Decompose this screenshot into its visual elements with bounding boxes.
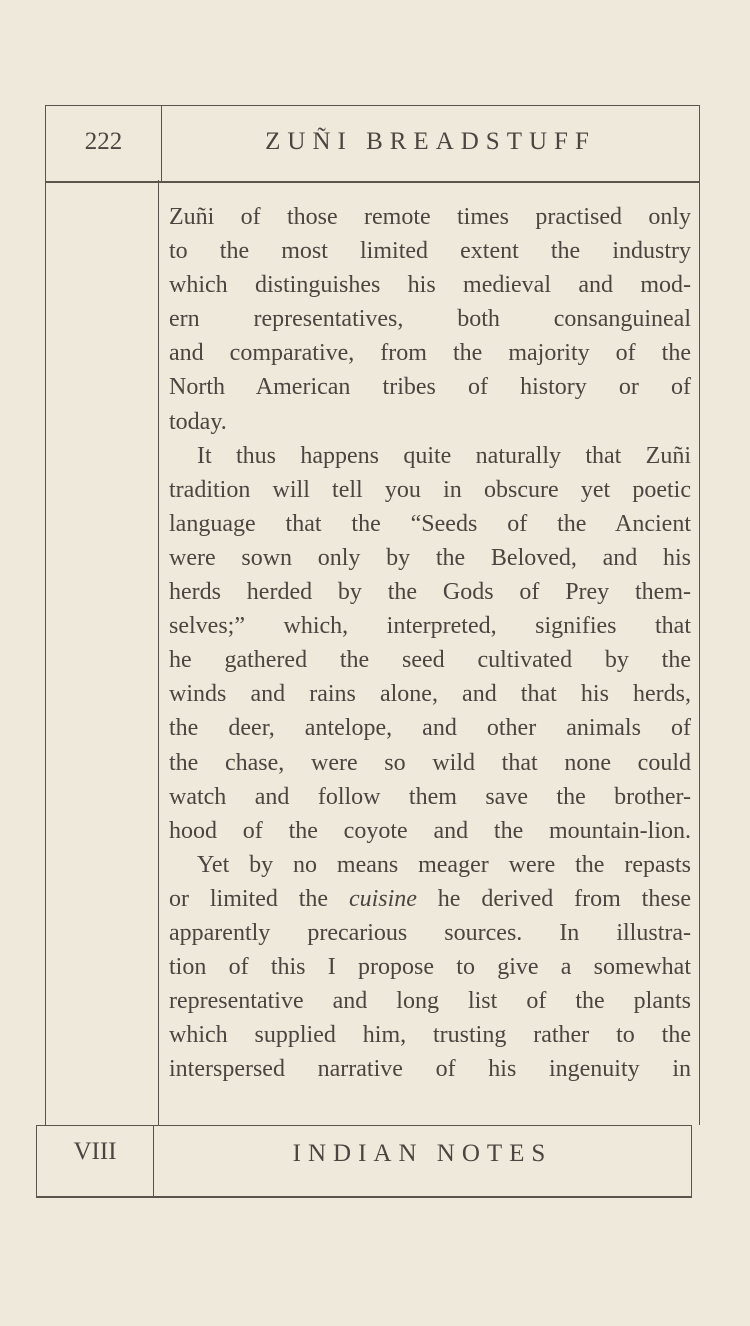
text-line: tion of this I propose to give a somewhat: [169, 954, 691, 981]
volume-number: VIII: [73, 1138, 117, 1165]
text-line: he gathered the seed cultivated by the: [169, 647, 691, 674]
text-line: the chase, were so wild that none could: [169, 749, 691, 776]
running-header: [45, 105, 700, 183]
text-line: language that the “Seeds of the Ancient: [169, 510, 691, 537]
text-line: ern representatives, both consanguineal: [169, 306, 691, 333]
text-line: the deer, antelope, and other animals of: [169, 715, 691, 742]
text-line: apparently precarious sources. In illustra-: [169, 919, 691, 946]
text-line: watch and follow them save the brother-: [169, 783, 691, 810]
text-line: herds herded by the Gods of Prey them-: [169, 579, 691, 606]
running-footer: [36, 1125, 692, 1198]
text-line: representative and long list of the plants: [169, 988, 691, 1015]
text-line: tradition will tell you in obscure yet poetic: [169, 476, 691, 503]
text-line: today.: [169, 408, 227, 435]
text-line: Zuñi of those remote times practised only: [169, 204, 691, 230]
text-line: winds and rains alone, and that his herds,: [169, 681, 691, 708]
text-line: were sown only by the Beloved, and his: [169, 544, 691, 571]
text-line: which distinguishes his medieval and mod-: [169, 272, 691, 299]
body-text: [169, 200, 691, 1086]
italic-word: cuisine: [348, 885, 417, 912]
series-title: INDIAN NOTES: [292, 1140, 553, 1167]
text-line: hood of the coyote and the mountain-lion.: [169, 817, 691, 844]
text-line: which supplied him, trusting rather to the: [169, 1022, 691, 1049]
running-title: ZUÑI BREADSTUFF: [265, 128, 596, 155]
page-number: 222: [84, 128, 123, 155]
text-line: to the most limited extent the industry: [169, 238, 691, 265]
text-line: North American tribes of history or of: [169, 374, 691, 401]
text-line: and comparative, from the majority of the: [169, 340, 691, 367]
text-line: It thus happens quite naturally that Zuñi: [197, 442, 691, 469]
text-line: selves;” which, interpreted, signifies that: [169, 613, 691, 640]
text-line: interspersed narrative of his ingenuity in: [169, 1056, 691, 1083]
margin-divider: [158, 180, 159, 1125]
body-frame: [45, 180, 700, 1125]
text-line: Yet by no means meager were the repasts: [197, 851, 691, 878]
text-line: or limited the cuisine he derived from these: [169, 885, 691, 912]
